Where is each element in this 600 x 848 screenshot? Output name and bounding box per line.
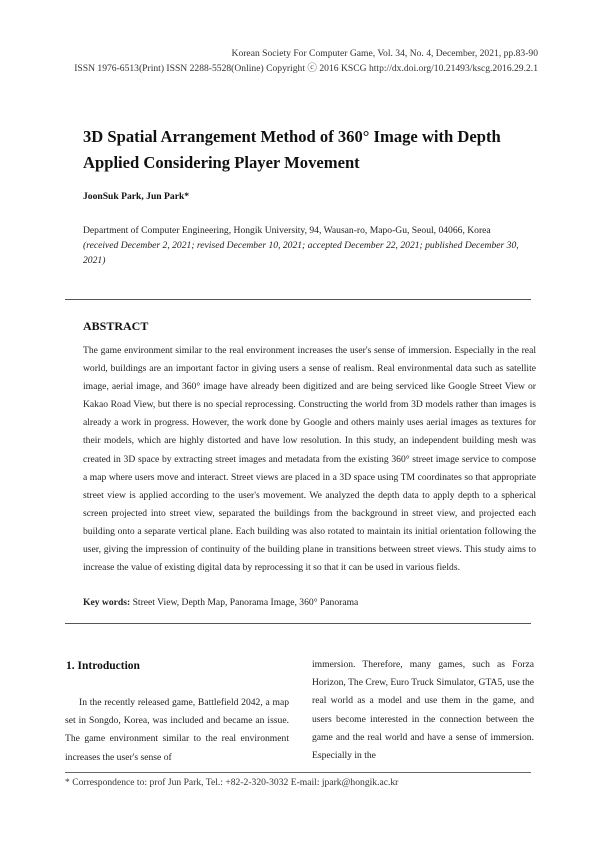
submission-dates: (received December 2, 2021; revised December 10, 2021; accepted December 22, 2021; published December 30, 2021) <box>83 240 519 266</box>
abstract-bottom-rule <box>65 623 531 624</box>
journal-header-line1: Korean Society For Computer Game, Vol. 34, No. 4, December, 2021, pp.83-90 <box>231 48 538 59</box>
affiliation-block <box>83 223 533 268</box>
section-heading-introduction: 1. Introduction <box>66 660 140 672</box>
paper-title: 3D Spatial Arrangement Method of 360° Image with Depth Applied Considering Player Movement <box>83 127 501 172</box>
keywords-label: Key words: <box>83 597 131 608</box>
affiliation: Department of Computer Engineering, Hongik University, 94, Wausan-ro, Mapo-Gu, Seoul, 04066, Korea <box>83 225 491 236</box>
abstract-top-rule <box>65 299 531 300</box>
keywords-list: Street View, Depth Map, Panorama Image, 360° Panorama <box>132 597 359 608</box>
footnote-rule <box>65 772 531 773</box>
correspondence-footnote: * Correspondence to: prof Jun Park, Tel.: +82-2-320-3032 E-mail: jpark@hongik.ac.kr <box>65 777 399 788</box>
paper-authors: JoonSuk Park, Jun Park* <box>83 191 190 202</box>
intro-left-column: In the recently released game, Battlefield 2042, a map set in Songdo, Korea, was included and became an issue. The game environment similar to the real environment increases the user's sense of <box>65 697 289 763</box>
journal-header-line2: ISSN 1976-6513(Print) ISSN 2288-5528(Online) Copyright ⓒ 2016 KSCG http://dx.doi.org/10.21493/kscg.2016.29.2.1 <box>74 63 538 74</box>
abstract-text: The game environment similar to the real environment increases the user's sense of immersion. Especially in the real world, buildings are an important factor in giving users a sense of realism. Real environmental data such as satellite image, aerial image, and 360° image have already been digitized and are being serviced like Google Street View or Kakao Road View, but there is no special reprocessing. Constructing the world from 3D models rather than images is already a work in progress. However, the work done by Google and others mainly uses aerial images as textures for their models, which are highly distorted and have low resolution. In this study, an independent building mesh was created in 3D space by extracting street images and metadata from the existing 360° street image service to compose a map where users move and interact. Street views are placed in a 3D space using TM coordinates so that appropriate street view is applied according to the user's movement. We analyzed the depth data to apply depth to a spherical screen projected into street view, separated the buildings from the background in street view, and projected each building onto a separate vertical plane. Each building was also rotated to maintain its initial orientation following the user, giving the impression of continuity of the building plane in transitions between street views. This study aims to increase the value of existing digital data by reprocessing it so that it can be used in various fields. <box>83 345 536 574</box>
abstract-heading: ABSTRACT <box>83 319 149 333</box>
keywords <box>83 597 358 608</box>
intro-right-column: immersion. Therefore, many games, such as Forza Horizon, The Crew, Euro Truck Simulator, GTA5, use the real world as a model and use them in the game, and users become interested in the connection between the game and the real world and have a sense of immersion. Especially in the <box>312 659 534 762</box>
